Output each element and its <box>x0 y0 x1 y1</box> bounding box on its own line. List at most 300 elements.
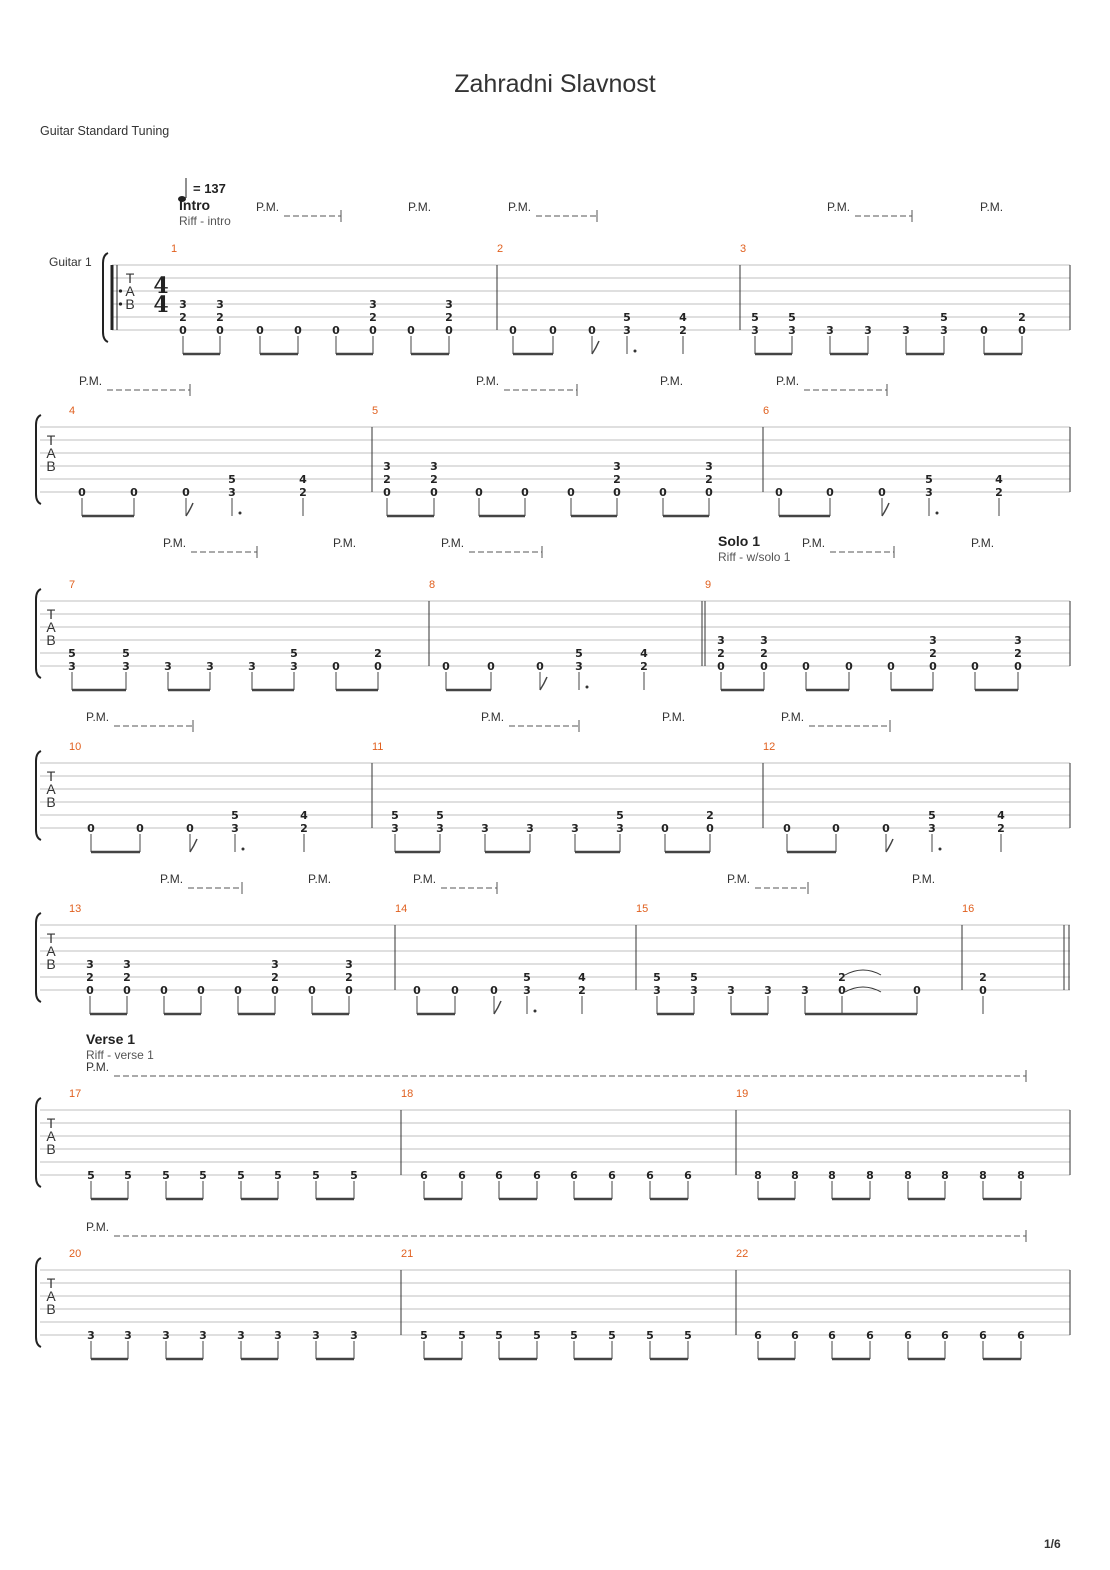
palm-mute-label: P.M. <box>413 872 437 886</box>
fret-number: 0 <box>661 822 669 835</box>
system-bracket <box>36 589 41 678</box>
fret-number: 8 <box>828 1169 836 1182</box>
fret-number: 6 <box>458 1169 466 1182</box>
fret-number: 5 <box>350 1169 358 1182</box>
palm-mute-label: P.M. <box>980 200 1004 214</box>
fret-number: 2 <box>383 473 391 486</box>
fret-number: 8 <box>979 1169 987 1182</box>
fret-number: 3 <box>616 822 624 835</box>
fret-number: 2 <box>430 473 438 486</box>
fret-number: 3 <box>290 660 298 673</box>
time-signature-top: 4 <box>153 273 169 299</box>
palm-mute-label: P.M. <box>662 710 686 724</box>
fret-number: 4 <box>995 473 1003 486</box>
measure-number: 11 <box>372 741 384 753</box>
repeat-dot <box>119 289 122 292</box>
fret-number: 0 <box>182 486 190 499</box>
fret-number: 3 <box>653 984 661 997</box>
tab-clef-letter: T <box>125 270 135 286</box>
fret-number: 3 <box>199 1329 207 1342</box>
fret-number: 5 <box>420 1329 428 1342</box>
fret-number: 3 <box>271 958 279 971</box>
fret-number: 3 <box>717 634 725 647</box>
fret-number: 6 <box>941 1329 949 1342</box>
fret-number: 3 <box>345 958 353 971</box>
fret-number: 5 <box>684 1329 692 1342</box>
tab-clef-letter: B <box>46 1301 56 1317</box>
fret-number: 5 <box>928 809 936 822</box>
fret-number: 3 <box>940 324 948 337</box>
tab-clef-letter: B <box>46 956 56 972</box>
song-title: Zahradni Slavnost <box>454 70 656 98</box>
fret-number: 8 <box>866 1169 874 1182</box>
fret-number: 2 <box>706 809 714 822</box>
palm-mute-label: P.M. <box>160 872 184 886</box>
fret-number: 0 <box>979 984 987 997</box>
fret-number: 5 <box>690 971 698 984</box>
tie-arc <box>845 987 881 992</box>
palm-mute-label: P.M. <box>441 536 465 550</box>
fret-number: 5 <box>653 971 661 984</box>
fret-number: 5 <box>312 1169 320 1182</box>
fret-number: 2 <box>123 971 131 984</box>
fret-number: 2 <box>979 971 987 984</box>
fret-number: 0 <box>487 660 495 673</box>
tab-clef-letter: B <box>46 458 56 474</box>
fret-number: 0 <box>78 486 86 499</box>
fret-number: 2 <box>179 311 187 324</box>
fret-number: 0 <box>878 486 886 499</box>
fret-number: 0 <box>659 486 667 499</box>
measure-number: 21 <box>401 1248 414 1260</box>
fret-number: 3 <box>124 1329 132 1342</box>
fret-number: 0 <box>1018 324 1026 337</box>
fret-number: 8 <box>904 1169 912 1182</box>
fret-number: 0 <box>490 984 498 997</box>
fret-number: 5 <box>199 1169 207 1182</box>
fret-number: 0 <box>308 984 316 997</box>
fret-number: 5 <box>523 971 531 984</box>
instrument-label: Guitar 1 <box>49 255 92 269</box>
fret-number: 5 <box>274 1169 282 1182</box>
fret-number: 3 <box>86 958 94 971</box>
fret-number: 2 <box>86 971 94 984</box>
tab-clef-letter: B <box>46 794 56 810</box>
measure-number: 19 <box>736 1088 749 1100</box>
fret-number: 2 <box>997 822 1005 835</box>
fret-number: 6 <box>791 1329 799 1342</box>
fret-number: 3 <box>613 460 621 473</box>
measure-number: 1 <box>171 243 178 255</box>
fret-number: 3 <box>162 1329 170 1342</box>
fret-number: 0 <box>588 324 596 337</box>
fret-number: 5 <box>228 473 236 486</box>
palm-mute-label: P.M. <box>660 374 684 388</box>
tab-clef-letter: A <box>46 445 56 461</box>
tuning-label: Guitar Standard Tuning <box>40 124 170 138</box>
fret-number: 0 <box>783 822 791 835</box>
fret-number: 5 <box>436 809 444 822</box>
measure-number: 18 <box>401 1088 414 1100</box>
dotted-note-dot <box>939 848 942 851</box>
measure-number: 20 <box>69 1248 82 1260</box>
fret-number: 8 <box>1017 1169 1025 1182</box>
fret-number: 3 <box>1014 634 1022 647</box>
fret-number: 3 <box>826 324 834 337</box>
measure-number: 2 <box>497 243 504 255</box>
fret-number: 0 <box>123 984 131 997</box>
fret-number: 0 <box>294 324 302 337</box>
tab-system <box>36 536 1070 690</box>
palm-mute-label: P.M. <box>802 536 826 550</box>
fret-number: 0 <box>369 324 377 337</box>
fret-number: 4 <box>679 311 687 324</box>
measure-number: 3 <box>740 243 747 255</box>
tab-clef-letter: A <box>46 781 56 797</box>
measure-number: 14 <box>395 903 408 915</box>
tab-system <box>36 1220 1070 1359</box>
fret-number: 0 <box>445 324 453 337</box>
fret-number: 3 <box>760 634 768 647</box>
measure-number: 7 <box>69 579 76 591</box>
fret-number: 4 <box>299 473 307 486</box>
fret-number: 3 <box>206 660 214 673</box>
fret-number: 3 <box>481 822 489 835</box>
fret-number: 3 <box>705 460 713 473</box>
palm-mute-label: P.M. <box>79 374 103 388</box>
fret-number: 3 <box>788 324 796 337</box>
palm-mute-label: P.M. <box>776 374 800 388</box>
palm-mute-label: P.M. <box>971 536 995 550</box>
fret-number: 5 <box>495 1329 503 1342</box>
fret-number: 5 <box>237 1169 245 1182</box>
fret-number: 0 <box>549 324 557 337</box>
fret-number: 0 <box>179 324 187 337</box>
fret-number: 5 <box>788 311 796 324</box>
fret-number: 0 <box>775 486 783 499</box>
fret-number: 3 <box>929 634 937 647</box>
fret-number: 6 <box>533 1169 541 1182</box>
fret-number: 0 <box>216 324 224 337</box>
fret-number: 2 <box>445 311 453 324</box>
fret-number: 3 <box>228 486 236 499</box>
repeat-dot <box>119 302 122 305</box>
tab-clef-letter: A <box>46 1288 56 1304</box>
fret-number: 0 <box>332 660 340 673</box>
palm-mute-label: P.M. <box>408 200 432 214</box>
fret-number: 5 <box>940 311 948 324</box>
palm-mute-label: P.M. <box>781 710 805 724</box>
dotted-note-dot <box>586 686 589 689</box>
fret-number: 3 <box>727 984 735 997</box>
fret-number: 5 <box>87 1169 95 1182</box>
measure-number: 8 <box>429 579 436 591</box>
fret-number: 5 <box>570 1329 578 1342</box>
fret-number: 3 <box>928 822 936 835</box>
fret-number: 0 <box>838 984 846 997</box>
section-marker: Intro <box>179 197 211 213</box>
fret-number: 0 <box>86 984 94 997</box>
fret-number: 0 <box>509 324 517 337</box>
fret-number: 3 <box>369 298 377 311</box>
fret-number: 3 <box>312 1329 320 1342</box>
fret-number: 2 <box>369 311 377 324</box>
fret-number: 0 <box>760 660 768 673</box>
fret-number: 5 <box>231 809 239 822</box>
fret-number: 2 <box>578 984 586 997</box>
tie-arc <box>845 970 881 975</box>
measure-number: 10 <box>69 741 82 753</box>
fret-number: 2 <box>271 971 279 984</box>
tab-clef-letter: T <box>46 1115 56 1131</box>
fret-number: 3 <box>690 984 698 997</box>
palm-mute-label: P.M. <box>256 200 280 214</box>
fret-number: 2 <box>929 647 937 660</box>
fret-number: 8 <box>791 1169 799 1182</box>
tab-system <box>36 1060 1070 1199</box>
fret-number: 0 <box>845 660 853 673</box>
fret-number: 0 <box>1014 660 1022 673</box>
fret-number: 6 <box>570 1169 578 1182</box>
fret-number: 3 <box>801 984 809 997</box>
fret-number: 3 <box>123 958 131 971</box>
fret-number: 3 <box>526 822 534 835</box>
system-bracket <box>36 1258 41 1347</box>
fret-number: 5 <box>122 647 130 660</box>
fret-number: 0 <box>332 324 340 337</box>
tab-clef-letter: B <box>46 632 56 648</box>
fret-number: 2 <box>216 311 224 324</box>
fret-number: 0 <box>383 486 391 499</box>
measure-number: 5 <box>372 405 379 417</box>
riff-label: Riff - intro <box>179 214 231 228</box>
fret-number: 2 <box>838 971 846 984</box>
measure-number: 17 <box>69 1088 82 1100</box>
fret-number: 0 <box>130 486 138 499</box>
fret-number: 2 <box>613 473 621 486</box>
fret-number: 3 <box>623 324 631 337</box>
tab-clef-letter: T <box>46 930 56 946</box>
note-flag <box>494 1001 501 1014</box>
tab-clef-letter: A <box>46 1128 56 1144</box>
fret-number: 0 <box>887 660 895 673</box>
palm-mute-label: P.M. <box>912 872 936 886</box>
palm-mute-label: P.M. <box>481 710 505 724</box>
fret-number: 6 <box>1017 1329 1025 1342</box>
fret-number: 6 <box>904 1329 912 1342</box>
fret-number: 0 <box>705 486 713 499</box>
fret-number: 0 <box>971 660 979 673</box>
fret-number: 4 <box>578 971 586 984</box>
system-bracket <box>36 751 41 840</box>
fret-number: 3 <box>925 486 933 499</box>
fret-number: 3 <box>87 1329 95 1342</box>
measure-number: 22 <box>736 1248 749 1260</box>
dotted-note-dot <box>936 512 939 515</box>
fret-number: 0 <box>929 660 937 673</box>
fret-number: 0 <box>567 486 575 499</box>
fret-number: 0 <box>536 660 544 673</box>
system-bracket <box>103 253 108 342</box>
riff-label: Riff - verse 1 <box>86 1048 154 1062</box>
fret-number: 5 <box>458 1329 466 1342</box>
fret-number: 5 <box>575 647 583 660</box>
measure-number: 9 <box>705 579 712 591</box>
fret-number: 3 <box>445 298 453 311</box>
fret-number: 0 <box>913 984 921 997</box>
fret-number: 0 <box>256 324 264 337</box>
fret-number: 0 <box>882 822 890 835</box>
fret-number: 3 <box>68 660 76 673</box>
page-number: 1/6 <box>1044 1537 1061 1551</box>
fret-number: 0 <box>271 984 279 997</box>
system-bracket <box>36 1098 41 1187</box>
fret-number: 6 <box>979 1329 987 1342</box>
fret-number: 2 <box>705 473 713 486</box>
fret-number: 3 <box>237 1329 245 1342</box>
fret-number: 6 <box>495 1169 503 1182</box>
fret-number: 6 <box>828 1329 836 1342</box>
fret-number: 3 <box>383 460 391 473</box>
fret-number: 6 <box>754 1329 762 1342</box>
fret-number: 3 <box>274 1329 282 1342</box>
fret-number: 0 <box>826 486 834 499</box>
palm-mute-label: P.M. <box>308 872 332 886</box>
fret-number: 3 <box>523 984 531 997</box>
fret-number: 2 <box>374 647 382 660</box>
tab-clef-letter: A <box>46 943 56 959</box>
fret-number: 5 <box>616 809 624 822</box>
fret-number: 4 <box>300 809 308 822</box>
fret-number: 8 <box>941 1169 949 1182</box>
fret-number: 6 <box>684 1169 692 1182</box>
fret-number: 3 <box>248 660 256 673</box>
tab-system <box>36 710 1070 852</box>
fret-number: 0 <box>613 486 621 499</box>
fret-number: 5 <box>68 647 76 660</box>
tab-clef-letter: T <box>46 606 56 622</box>
tab-clef-letter: A <box>46 619 56 635</box>
fret-number: 0 <box>197 984 205 997</box>
tab-clef-letter: T <box>46 1275 56 1291</box>
fret-number: 6 <box>420 1169 428 1182</box>
fret-number: 4 <box>640 647 648 660</box>
fret-number: 3 <box>902 324 910 337</box>
fret-number: 5 <box>751 311 759 324</box>
fret-number: 0 <box>706 822 714 835</box>
note-flag <box>592 341 599 354</box>
system-bracket <box>36 913 41 1002</box>
fret-number: 0 <box>802 660 810 673</box>
fret-number: 3 <box>164 660 172 673</box>
measure-number: 12 <box>763 741 776 753</box>
fret-number: 0 <box>475 486 483 499</box>
fret-number: 3 <box>391 822 399 835</box>
fret-number: 5 <box>391 809 399 822</box>
fret-number: 3 <box>436 822 444 835</box>
note-flag <box>882 503 889 516</box>
fret-number: 2 <box>1018 311 1026 324</box>
fret-number: 0 <box>717 660 725 673</box>
fret-number: 0 <box>345 984 353 997</box>
palm-mute-label: P.M. <box>333 536 357 550</box>
fret-number: 0 <box>407 324 415 337</box>
fret-number: 5 <box>925 473 933 486</box>
fret-number: 0 <box>374 660 382 673</box>
fret-number: 3 <box>216 298 224 311</box>
fret-number: 3 <box>575 660 583 673</box>
fret-number: 6 <box>608 1169 616 1182</box>
palm-mute-label: P.M. <box>508 200 532 214</box>
tempo-marking: = 137 <box>193 181 226 196</box>
palm-mute-label: P.M. <box>827 200 851 214</box>
fret-number: 0 <box>521 486 529 499</box>
fret-number: 0 <box>87 822 95 835</box>
section-marker: Verse 1 <box>86 1031 136 1047</box>
note-flag <box>540 677 547 690</box>
dotted-note-dot <box>634 350 637 353</box>
palm-mute-label: P.M. <box>86 710 110 724</box>
measure-number: 16 <box>962 903 975 915</box>
system-bracket <box>36 415 41 504</box>
fret-number: 3 <box>751 324 759 337</box>
section-marker: Solo 1 <box>718 533 761 549</box>
fret-number: 3 <box>231 822 239 835</box>
palm-mute-label: P.M. <box>476 374 500 388</box>
palm-mute-label: P.M. <box>86 1220 110 1234</box>
tab-clef-letter: T <box>46 432 56 448</box>
measure-number: 13 <box>69 903 82 915</box>
fret-number: 2 <box>299 486 307 499</box>
dotted-note-dot <box>239 512 242 515</box>
note-flag <box>190 839 197 852</box>
fret-number: 5 <box>646 1329 654 1342</box>
fret-number: 0 <box>160 984 168 997</box>
fret-number: 4 <box>997 809 1005 822</box>
fret-number: 5 <box>124 1169 132 1182</box>
fret-number: 5 <box>290 647 298 660</box>
fret-number: 3 <box>571 822 579 835</box>
tab-clef-letter: T <box>46 768 56 784</box>
fret-number: 6 <box>866 1329 874 1342</box>
time-signature-bottom: 4 <box>153 292 169 318</box>
tab-clef-letter: B <box>125 296 135 312</box>
fret-number: 8 <box>754 1169 762 1182</box>
tab-clef-letter: A <box>125 283 135 299</box>
fret-number: 2 <box>1014 647 1022 660</box>
riff-label: Riff - w/solo 1 <box>718 550 791 564</box>
palm-mute-label: P.M. <box>86 1060 110 1074</box>
fret-number: 0 <box>832 822 840 835</box>
fret-number: 0 <box>451 984 459 997</box>
fret-number: 5 <box>162 1169 170 1182</box>
tab-system <box>36 374 1070 516</box>
fret-number: 3 <box>764 984 772 997</box>
fret-number: 0 <box>234 984 242 997</box>
fret-number: 5 <box>623 311 631 324</box>
fret-number: 2 <box>995 486 1003 499</box>
palm-mute-label: P.M. <box>727 872 751 886</box>
fret-number: 0 <box>430 486 438 499</box>
fret-number: 2 <box>760 647 768 660</box>
fret-number: 6 <box>646 1169 654 1182</box>
note-flag <box>186 503 193 516</box>
fret-number: 0 <box>186 822 194 835</box>
dotted-note-dot <box>242 848 245 851</box>
fret-number: 5 <box>533 1329 541 1342</box>
tab-clef-letter: B <box>46 1141 56 1157</box>
fret-number: 2 <box>345 971 353 984</box>
